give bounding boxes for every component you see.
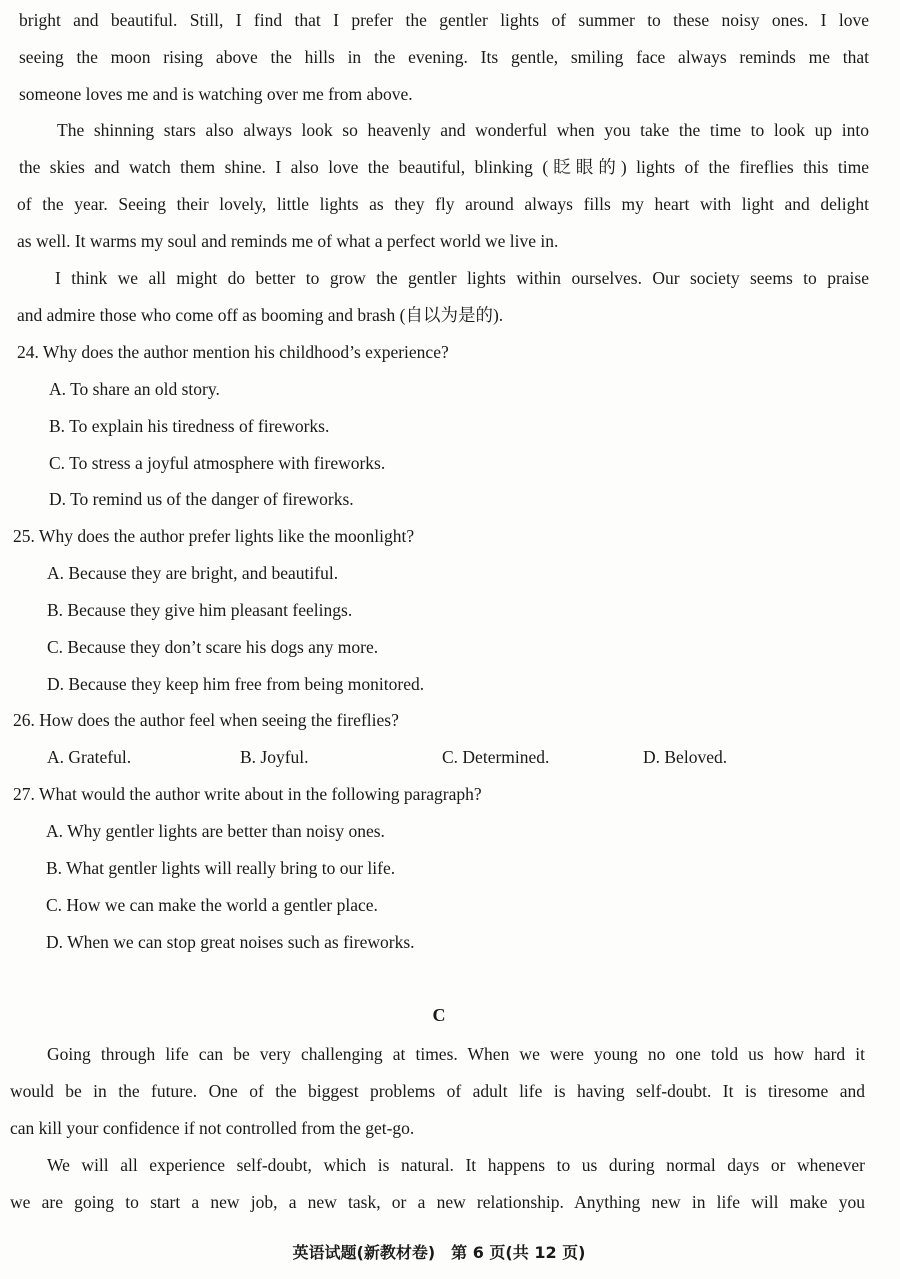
question-25-option-a: A. Because they are bright, and beautiful. (47, 563, 339, 583)
passage-c-heading: C (432, 1005, 446, 1025)
question-25-option-d: D. Because they keep him free from being monitored. (47, 674, 425, 694)
question-27-option-c: C. How we can make the world a gentler place. (46, 895, 378, 915)
question-26-option-d: D. Beloved. (643, 747, 728, 767)
passage-b-para3-line2: and admire those who come off as booming and brash (自以为是的). (17, 305, 504, 325)
passage-c-para2-line2: we are going to start a new job, a new task, or a new relationship. Anything new in life will make you (10, 1192, 865, 1212)
question-24-stem: 24. Why does the author mention his childhood’s experience? (17, 342, 449, 362)
passage-b-para1-line1: bright and beautiful. Still, I find that I prefer the gentler lights of summer to these noisy ones. I love (19, 10, 869, 30)
question-24-option-a: A. To share an old story. (49, 379, 220, 399)
question-26-stem: 26. How does the author feel when seeing the fireflies? (13, 710, 399, 730)
question-27-option-a: A. Why gentler lights are better than noisy ones. (46, 821, 385, 841)
passage-b-para1-line3: someone loves me and is watching over me from above. (19, 84, 413, 104)
passage-b-para2-line2: the skies and watch them shine. I also love the beautiful, blinking (眨眼的) lights of the fireflies this time (19, 157, 869, 177)
page-footer: 英语试题(新教材卷) 第 6 页(共 12 页) (292, 1243, 586, 1262)
passage-c-para2-line1: We will all experience self-doubt, which is natural. It happens to us during normal days or whenever (47, 1155, 865, 1175)
question-26-option-c: C. Determined. (442, 747, 550, 767)
question-24-option-b: B. To explain his tiredness of fireworks. (49, 416, 330, 436)
passage-b-para2-line3: of the year. Seeing their lovely, little lights as they fly around always fills my heart with light and delight (17, 194, 869, 214)
passage-b-para2-line1: The shinning stars also always look so heavenly and wonderful when you take the time to look up into (57, 120, 869, 140)
passage-b-para2-line4: as well. It warms my soul and reminds me of what a perfect world we live in. (17, 231, 559, 251)
question-24-option-d: D. To remind us of the danger of fireworks. (49, 489, 354, 509)
question-27-option-d: D. When we can stop great noises such as fireworks. (46, 932, 415, 952)
question-27-stem: 27. What would the author write about in the following paragraph? (13, 784, 482, 804)
question-25-option-b: B. Because they give him pleasant feelings. (47, 600, 353, 620)
question-26-option-b: B. Joyful. (240, 747, 309, 767)
question-27-option-b: B. What gentler lights will really bring to our life. (46, 858, 396, 878)
question-25-stem: 25. Why does the author prefer lights like the moonlight? (13, 526, 415, 546)
question-24-option-c: C. To stress a joyful atmosphere with fireworks. (49, 453, 386, 473)
question-25-option-c: C. Because they don’t scare his dogs any more. (47, 637, 379, 657)
passage-c-para1-line3: can kill your confidence if not controlled from the get-go. (10, 1118, 415, 1138)
passage-c-para1-line2: would be in the future. One of the biggest problems of adult life is having self-doubt. It is tiresome and (10, 1081, 865, 1101)
passage-b-para1-line2: seeing the moon rising above the hills in the evening. Its gentle, smiling face always reminds me that (19, 47, 869, 67)
passage-b-para3-line1: I think we all might do better to grow the gentler lights within ourselves. Our society seems to praise (55, 268, 869, 288)
question-26-option-a: A. Grateful. (47, 747, 132, 767)
passage-c-para1-line1: Going through life can be very challenging at times. When we were young no one told us how hard it (47, 1044, 865, 1064)
